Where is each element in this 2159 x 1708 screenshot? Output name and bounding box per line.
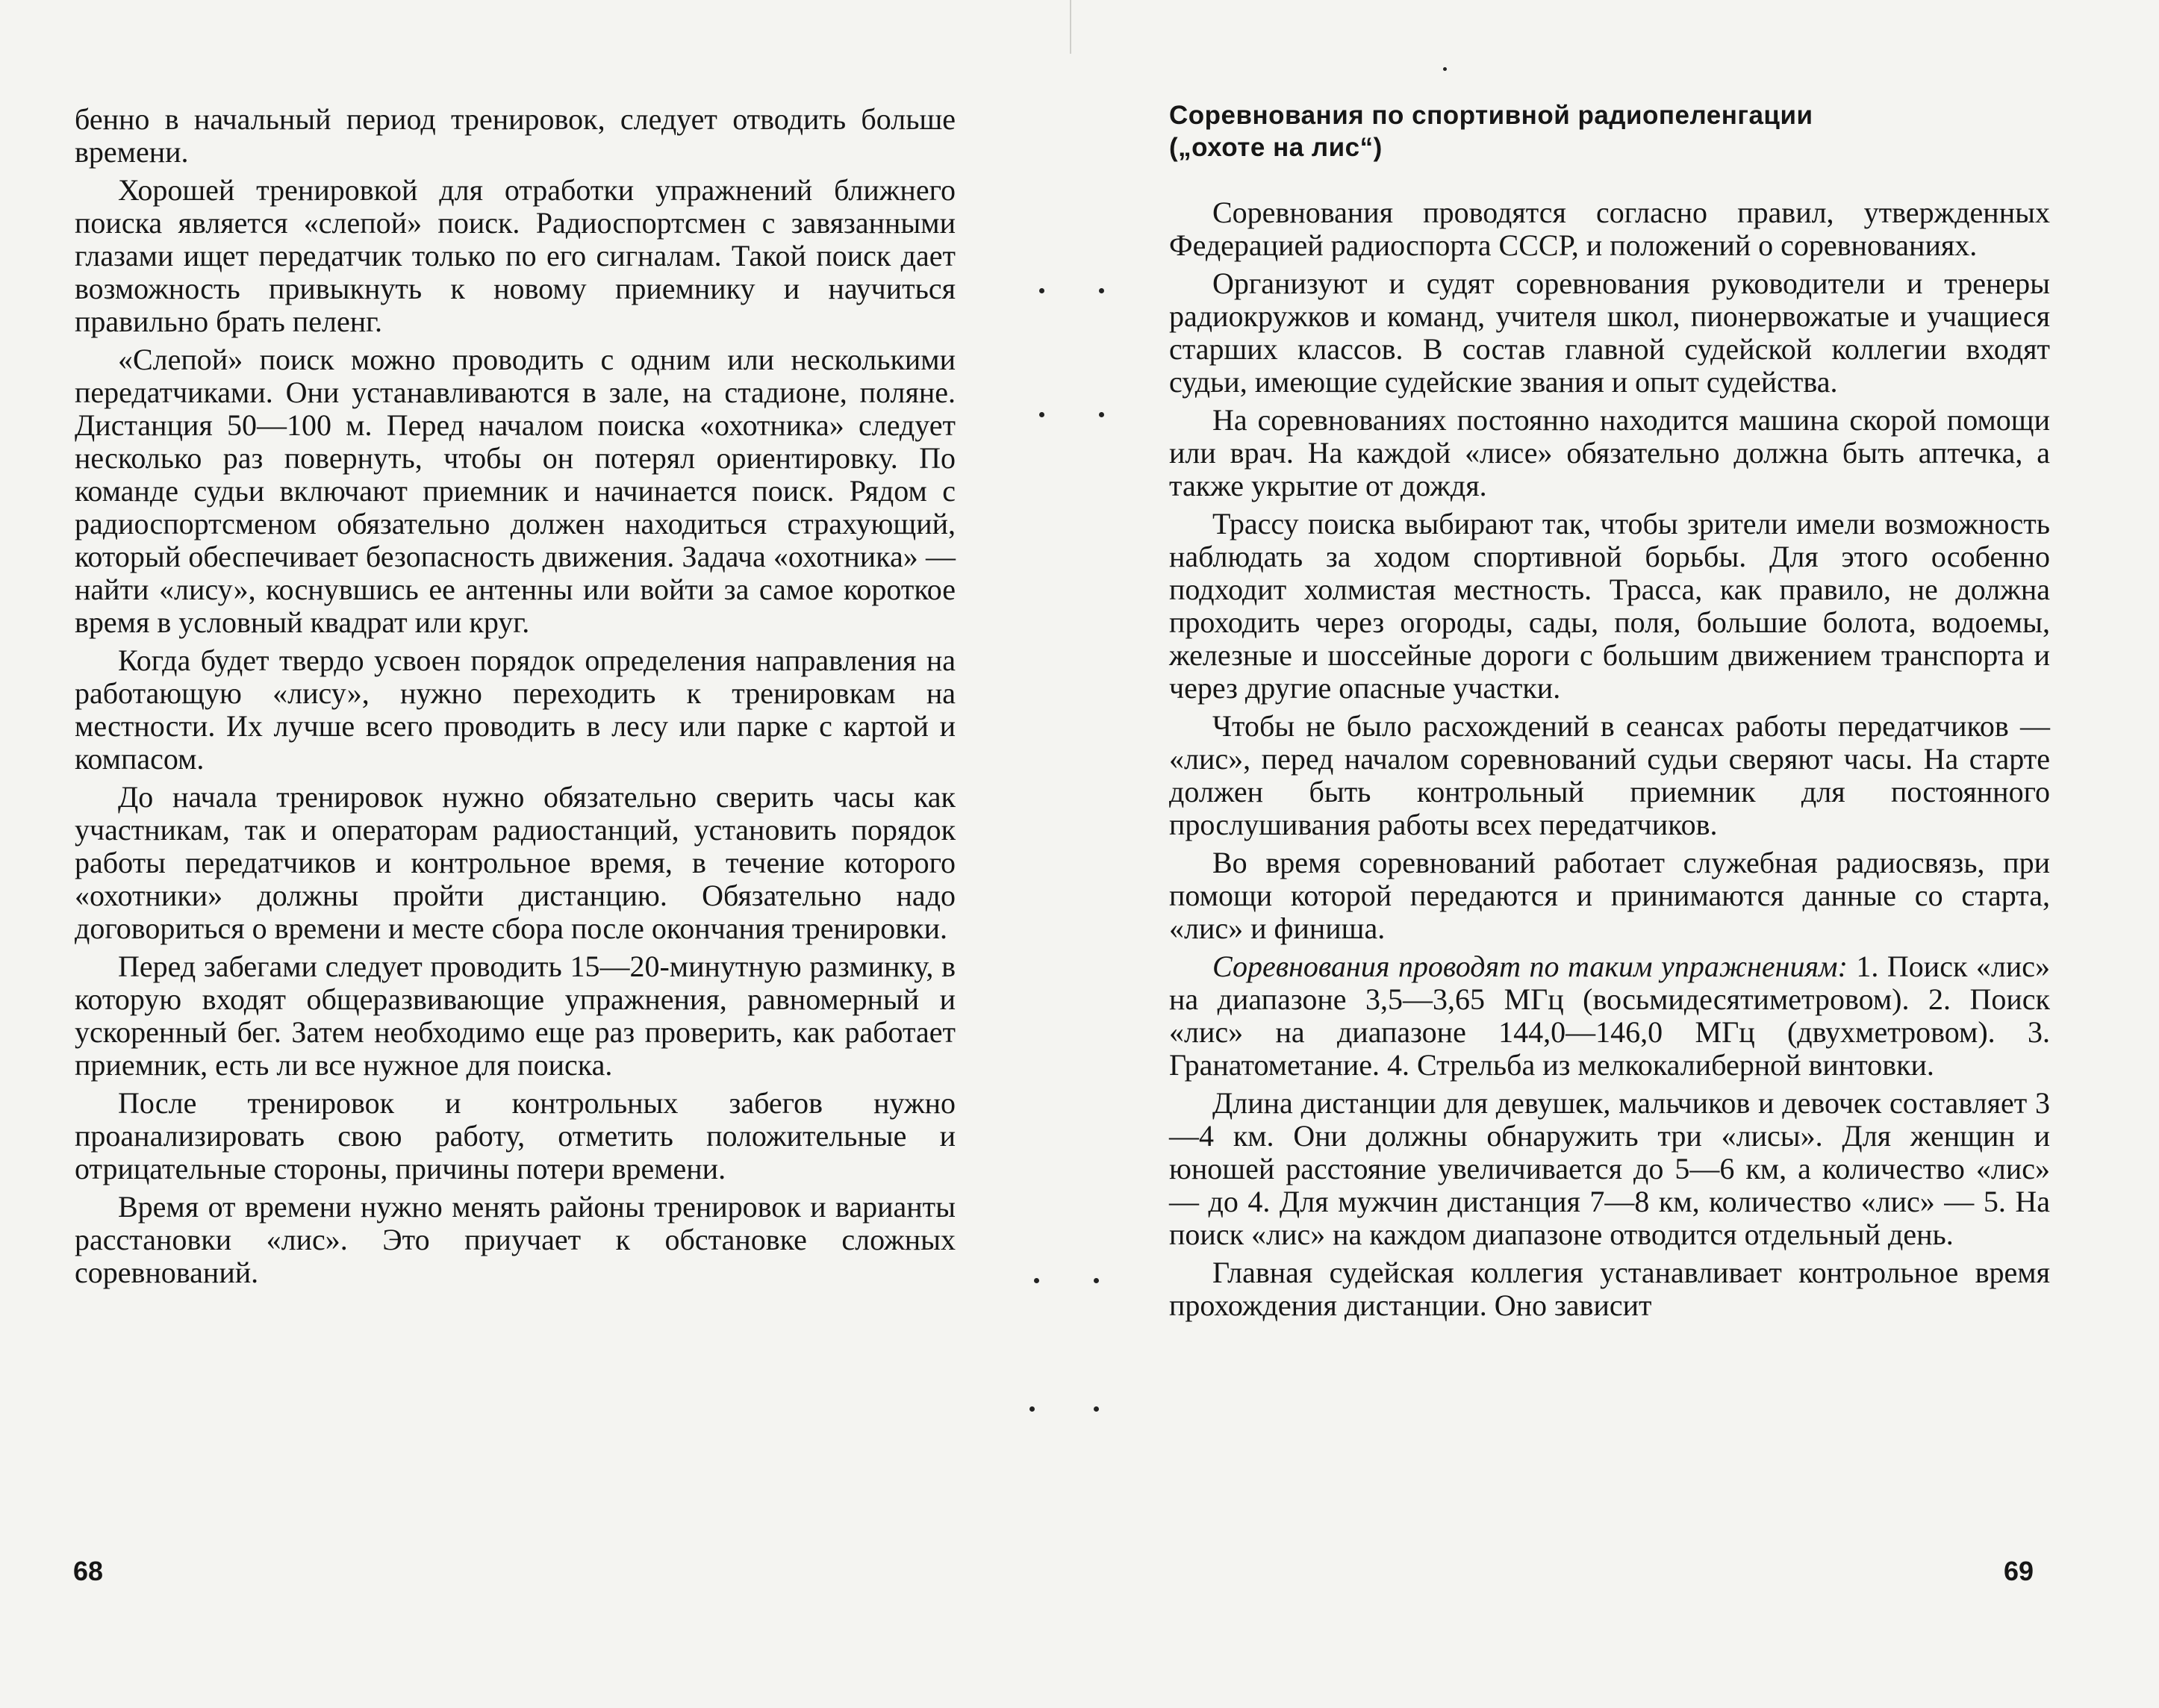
paragraph: Организуют и судят соревнования руководители и тренеры радиокружков и команд, учителя школ, пионервожатые и учащиеся старших классов. В состав главной судейской коллегии входят судьи, имеющие судейские звания и опыт судейства. xyxy=(1169,267,2050,399)
paragraph: Во время соревнований работает служебная радиосвязь, при помощи которой передаются и принимаются данные со старта, «лис» и финиша. xyxy=(1169,846,2050,945)
paragraph: «Слепой» поиск можно проводить с одним или несколькими передатчиками. Они устанавливаются в зале, на стадионе, поляне. Дистанция 50—100 м. Перед началом поиска «охотника» следует несколько раз повернуть, чтобы он потерял ориентировку. По команде судьи включают приемник и начинается поиск. Рядом с радиоспортсменом обязательно должен находиться страхующий, который обеспечивает безопасность движения. Задача «охотника» — найти «лису», коснувшись ее антенны или войти за самое короткое время в условный квадрат или круг. xyxy=(75,343,956,639)
paragraph: Длина дистанции для девушек, мальчиков и девочек составляет 3—4 км. Они должны обнаружить три «лисы». Для женщин и юношей расстояние увеличивается до 5—6 км, а количество «лис» — до 4. Для мужчин дистанция 7—8 км, количество «лис» — 5. На поиск «лис» на каждом диапазоне отводится отдельный день. xyxy=(1169,1086,2050,1251)
paragraph: Трассу поиска выбирают так, чтобы зрители имели возможность наблюдать за ходом спортивной борьбы. Для этого особенно подходит холмистая местность. Трасса, как правило, не должна проходить через огороды, сады, поля, большие болота, водоемы, железные и шоссейные дороги с большим движением транспорта и через другие опасные участки. xyxy=(1169,507,2050,705)
paragraph: Соревнования проводятся согласно правил, утвержденных Федерацией радиоспорта СССР, и положений о соревнованиях. xyxy=(1169,196,2050,262)
left-text-column xyxy=(75,103,956,1294)
paragraph: На соревнованиях постоянно находится машина скорой помощи или врач. На каждой «лисе» обязательно должна быть аптечка, а также укрытие от дождя. xyxy=(1169,403,2050,502)
exercises-text: 1. Поиск «лис» на диапазоне 3,5—3,65 МГц (восьмидесятиметровом). 2. Поиск «лис» на диапазоне 144,0—146,0 МГц (двухметровом). 3. Гранатометание. 4. Стрельба из мелкокалиберной винтовки. xyxy=(1169,950,2050,1082)
paragraph: Время от времени нужно менять районы тренировок и варианты расстановки «лис». Это приучает к обстановке сложных соревнований. xyxy=(75,1190,956,1289)
paragraph: После тренировок и контрольных забегов нужно проанализировать свою работу, отметить положительные и отрицательные стороны, причины потери времени. xyxy=(75,1086,956,1185)
paragraph: Когда будет твердо усвоен порядок определения направления на работающую «лису», нужно переходить к тренировкам на местности. Их лучше всего проводить в лесу или парке с картой и компасом. xyxy=(75,643,956,776)
exercises-lead: Соревнования проводят по таким упражнениям: xyxy=(1212,950,1848,983)
paragraph: бенно в начальный период тренировок, следует отводить больше времени. xyxy=(75,102,956,169)
page-number: 68 xyxy=(73,1556,104,1586)
heading-line: Соревнования по спортивной радиопеленгации xyxy=(1169,101,1813,130)
right-text-column xyxy=(1169,99,2050,1327)
right-page xyxy=(1080,0,2159,1708)
page-number: 69 xyxy=(2004,1556,2034,1586)
paragraph: Хорошей тренировкой для отработки упражнений ближнего поиска является «слепой» поиск. Радиоспортсмен с завязанными глазами ищет передатчик только по его сигналам. Такой поиск дает возможность привыкнуть к новому приемнику и научиться правильно брать пеленг. xyxy=(75,173,956,338)
exercises-paragraph xyxy=(1169,950,2050,1082)
paragraph: До начала тренировок нужно обязательно сверить часы как участникам, так и операторам радиостанций, установить порядок работы передатчиков и контрольное время, в течение которого «охотники» должны пройти дистанцию. Обязательно надо договориться о времени и месте сбора после окончания тренировки. xyxy=(75,780,956,945)
paragraph: Чтобы не было расхождений в сеансах работы передатчиков — «лис», перед началом соревнований судьи сверяют часы. На старте должен быть контрольный приемник для постоянного прослушивания работы всех передатчиков. xyxy=(1169,709,2050,841)
paragraph: Главная судейская коллегия устанавливает контрольное время прохождения дистанции. Оно зависит xyxy=(1169,1256,2050,1322)
section-heading xyxy=(1169,99,1886,163)
heading-line: („охоте на лис“) xyxy=(1169,133,1383,162)
paragraph: Перед забегами следует проводить 15—20-минутную разминку, в которую входят общеразвивающие упражнения, равномерный и ускоренный бег. Затем необходимо еще раз проверить, как работает приемник, есть ли все нужное для поиска. xyxy=(75,950,956,1082)
